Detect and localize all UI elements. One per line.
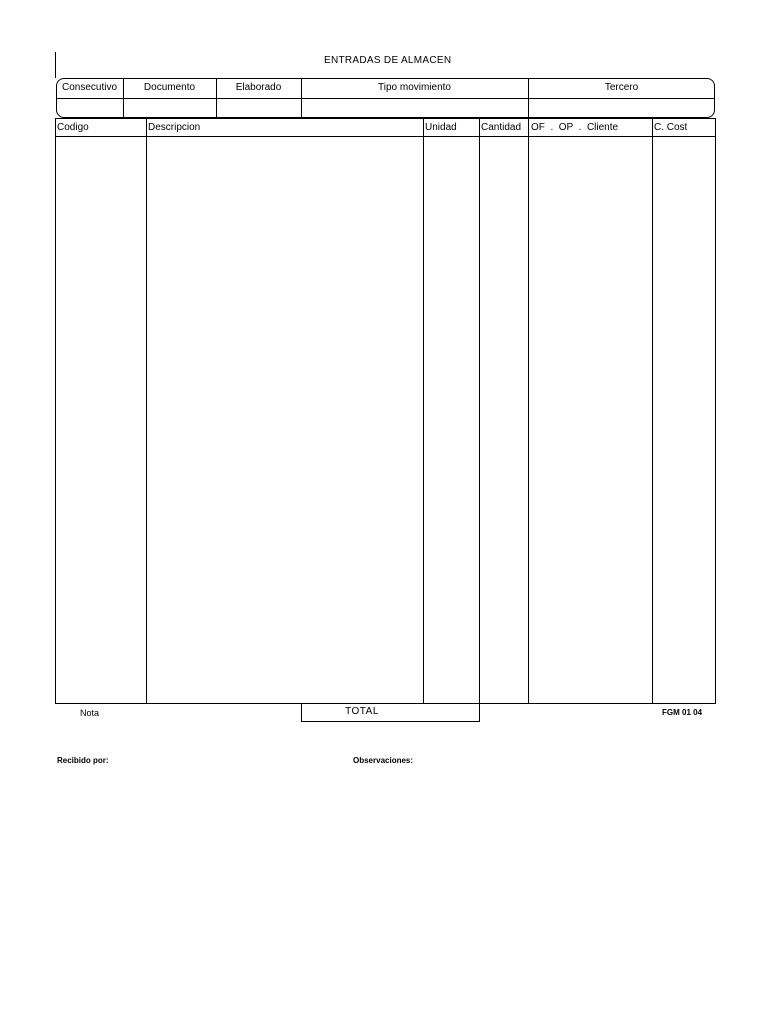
total-label: TOTAL: [345, 706, 379, 717]
header-documento-label: Documento: [143, 82, 196, 93]
col-header-c-cost: C. Cost: [654, 122, 688, 133]
header-elaborado-label: Elaborado: [235, 82, 282, 93]
items-col-sep-3: [479, 118, 480, 704]
header-consecutivo-label: Consecutivo: [61, 82, 118, 93]
items-col-sep-5: [652, 118, 653, 704]
form-code: FGM 01 04: [662, 708, 703, 717]
items-header-divider: [55, 136, 716, 137]
items-col-sep-4: [528, 118, 529, 704]
col-header-cantidad: Cantidad: [481, 122, 522, 133]
items-col-sep-1: [146, 118, 147, 704]
items-table: [55, 118, 716, 704]
col-header-of-op-cliente: OF . OP . Cliente: [531, 122, 619, 133]
header-tipo-movimiento-label: Tipo movimiento: [378, 82, 451, 93]
col-header-descripcion: Descripcion: [148, 122, 201, 133]
nota-label: Nota: [80, 708, 100, 718]
document-title: ENTRADAS DE ALMACEN: [324, 55, 452, 66]
items-col-sep-2: [423, 118, 424, 704]
header-divider: [56, 98, 715, 99]
col-header-unidad: Unidad: [425, 122, 457, 133]
recibido-por-label: Recibido por:: [57, 756, 109, 765]
observaciones-label: Observaciones:: [353, 756, 414, 765]
header-tercero-label: Tercero: [604, 82, 639, 93]
margin-mark: [55, 52, 56, 78]
col-header-codigo: Codigo: [57, 122, 89, 133]
